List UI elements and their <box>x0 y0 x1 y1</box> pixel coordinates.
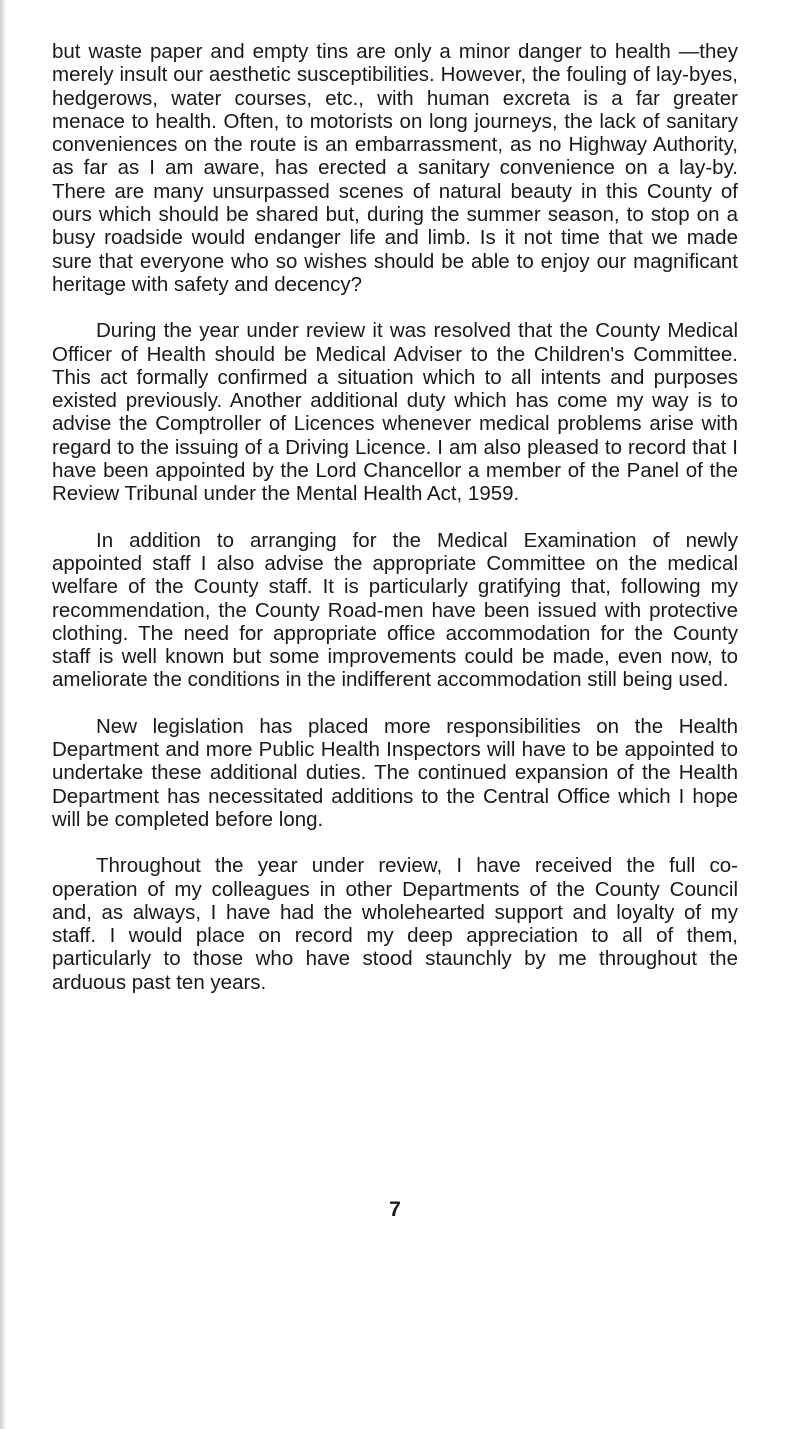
paragraph-5: Throughout the year under review, I have received the full co-operation of my colleagues in other Departments of the County Council and, as always, I have had the wholehearted support and loyalty of my staff. I would place on record my deep appreciation to all of them, particularly to those who have stood staunchly by me throughout the arduous past ten years. <box>52 854 738 994</box>
paragraph-3: In addition to arranging for the Medical Examination of newly appointed staff I also advise the appropriate Committee on the medical welfare of the County staff. It is particularly gratifying that, following my recommendation, the County Road-men have been issued with protective clothing. The need for appropriate office accommodation for the County staff is well known but some improvements could be made, even now, to ameliorate the conditions in the indifferent accommodation still being used. <box>52 528 738 692</box>
page-number: 7 <box>389 1198 401 1221</box>
paragraph-4: New legislation has placed more responsibilities on the Health Department and more Public Health Inspectors will have to be appointed to undertake these additional duties. The continued expansion of the Health Department has necessitated additions to the Central Office which I hope will be completed before long. <box>52 714 738 831</box>
document-page <box>52 40 738 1221</box>
paragraph-1: but waste paper and empty tins are only a minor danger to health —they merely insult our aesthetic susceptibilities. However, the fouling of lay-byes, hedgerows, water courses, etc., with human excreta is a far greater menace to health. Often, to motorists on long journeys, the lack of sanitary conveniences on the route is an embarrassment, as no Highway Authority, as far as I am aware, has erected a sanitary convenience on a lay-by. There are many unsurpassed scenes of natural beauty in this County of ours which should be shared but, during the summer season, to stop on a busy roadside would endanger life and limb. Is it not time that we made sure that everyone who so wishes should be able to enjoy our magnificant heritage with safety and decency? <box>52 40 738 296</box>
page-binding-edge <box>0 0 6 1429</box>
paragraph-2: During the year under review it was resolved that the County Medical Officer of Health should be Medical Adviser to the Children's Committee. This act formally confirmed a situation which to all intents and purposes existed previously. Another additional duty which has come my way is to advise the Comptroller of Licences whenever medical problems arise with regard to the issuing of a Driving Licence. I am also pleased to record that I have been appointed by the Lord Chancellor a member of the Panel of the Review Tribunal under the Mental Health Act, 1959. <box>52 319 738 506</box>
